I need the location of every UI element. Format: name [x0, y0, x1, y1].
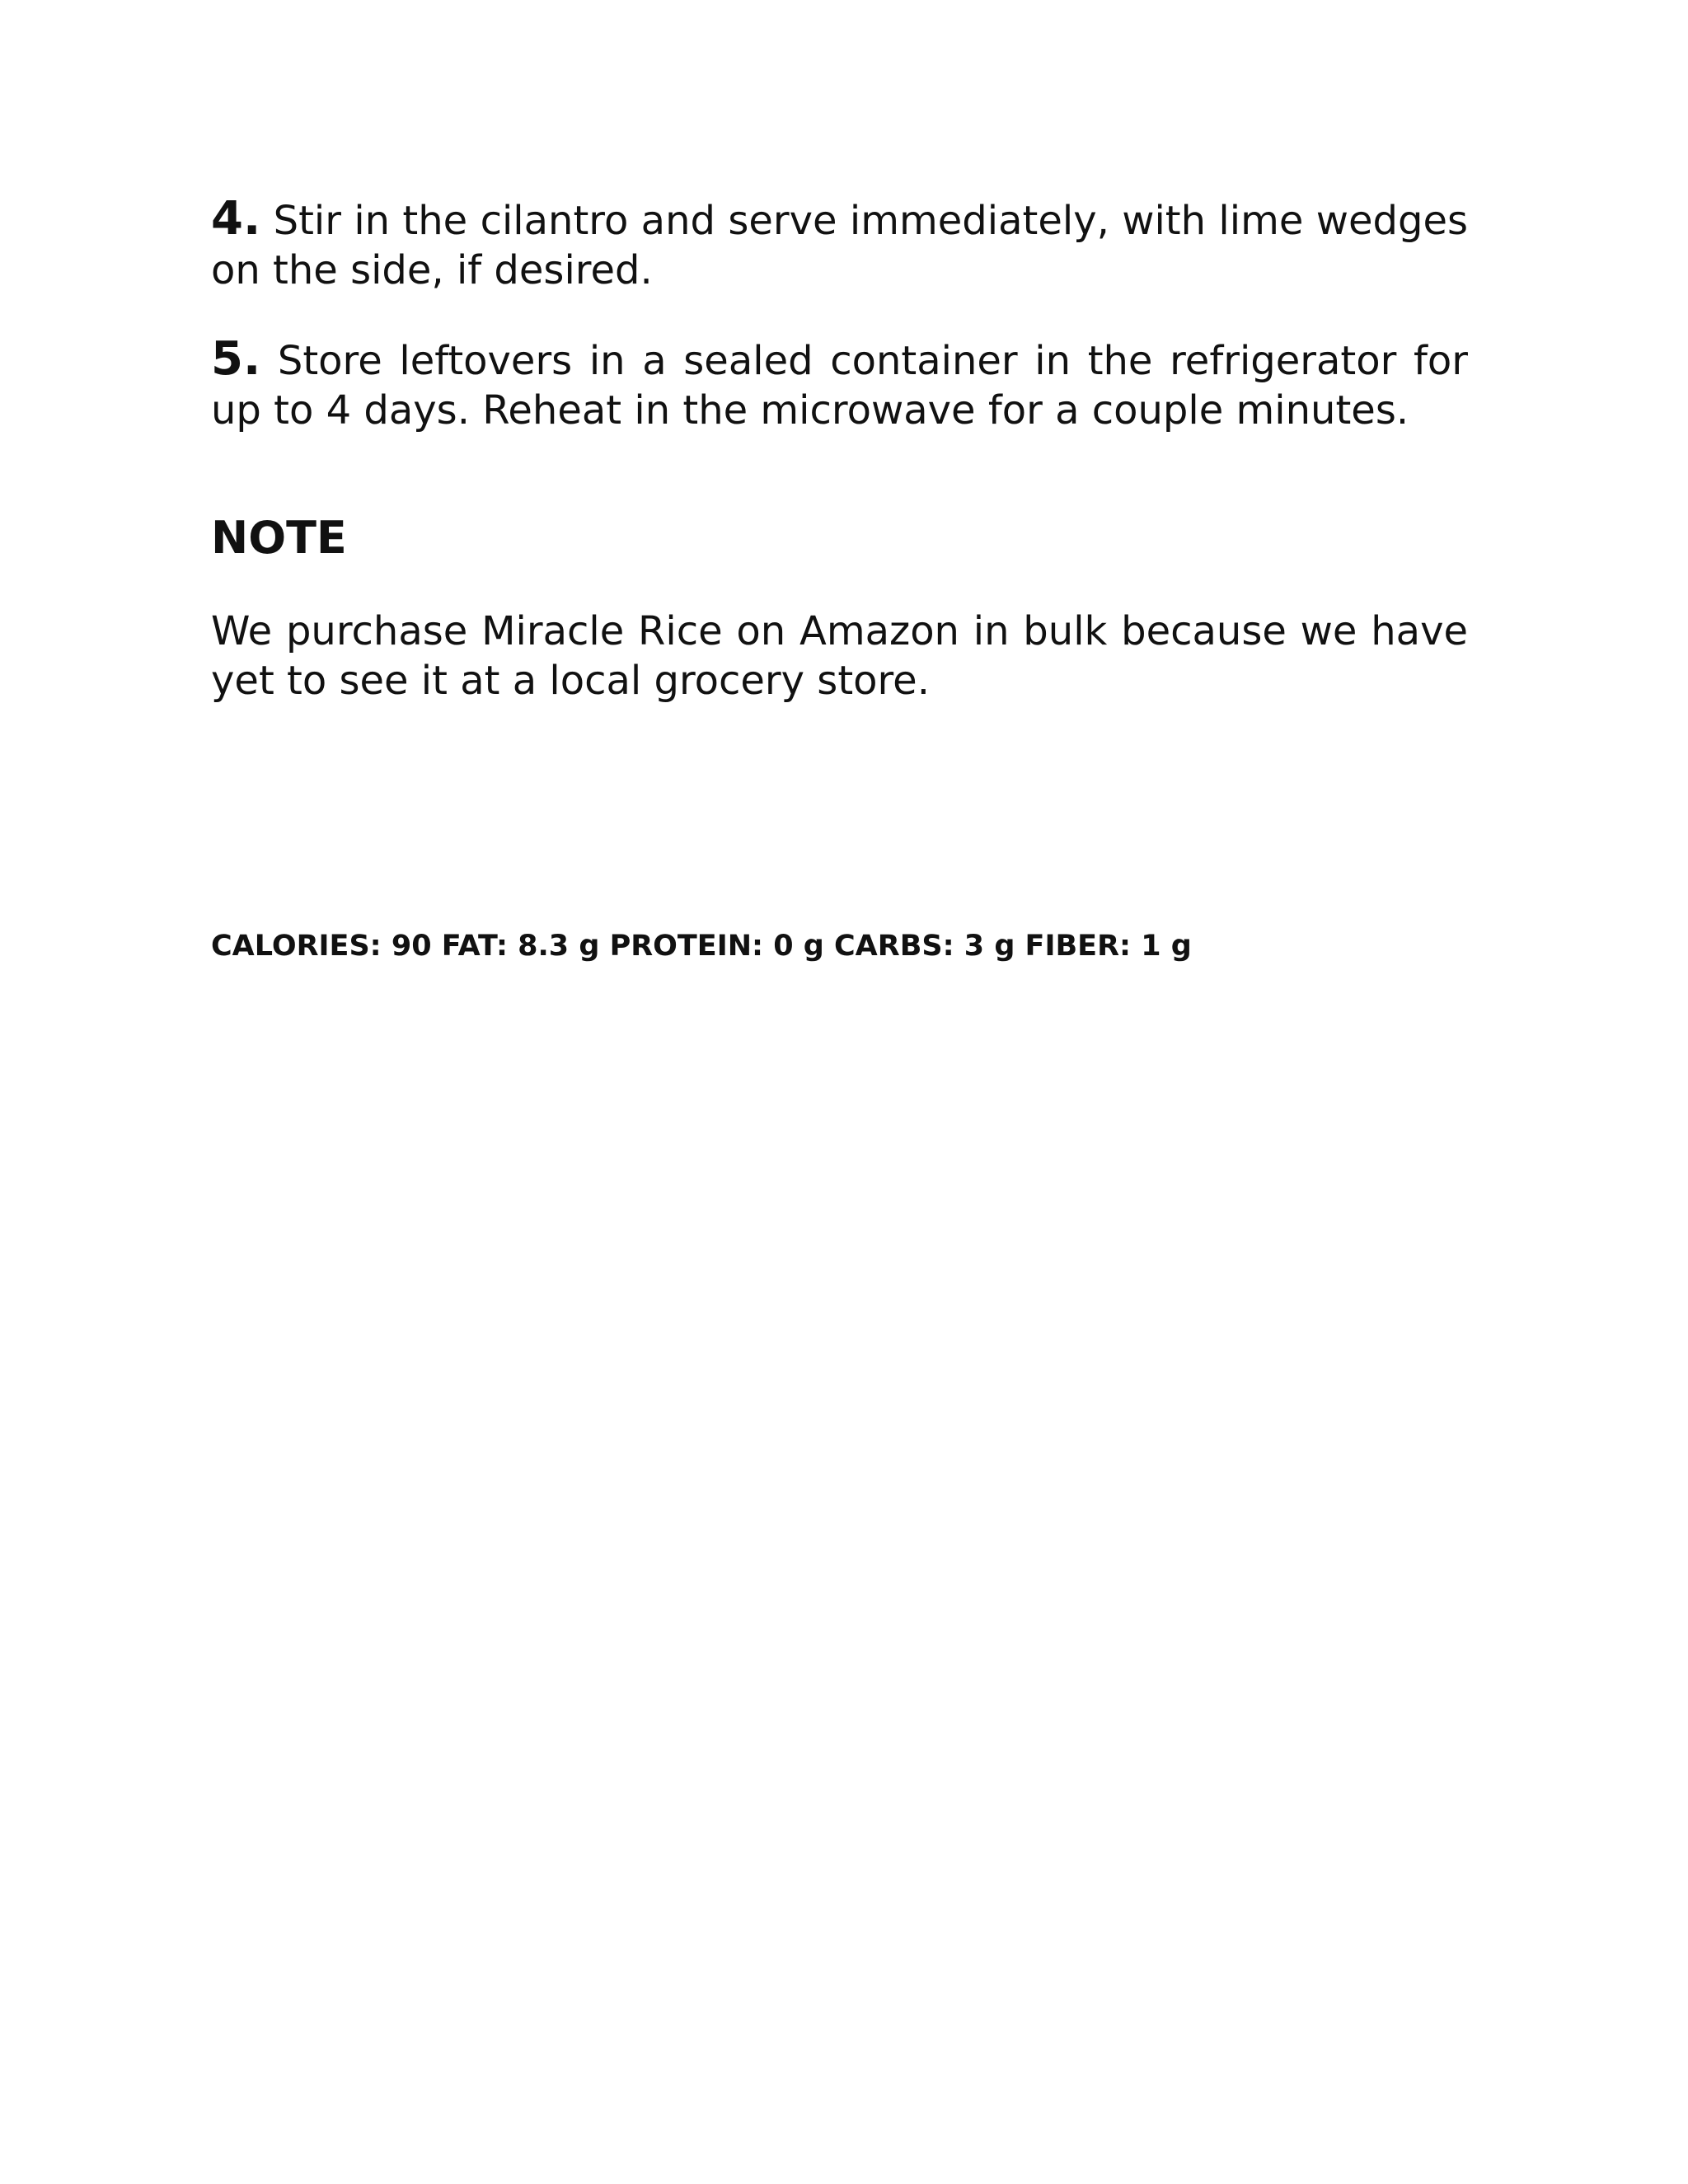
step-5 — [211, 332, 1468, 435]
step-number: 4. — [211, 192, 261, 246]
step-4 — [211, 194, 1468, 295]
step-text: Store leftovers in a sealed container in the refrigerator for up to 4 days. Reheat in the microwave for a couple minutes. — [211, 338, 1468, 434]
nutrition-facts: CALORIES: 90 FAT: 8.3 g PROTEIN: 0 g CARBS: 3 g FIBER: 1 g — [211, 930, 1192, 963]
note-body: We purchase Miracle Rice on Amazon in bulk because we have yet to see it at a local grocery store. — [211, 608, 1468, 704]
note-heading: NOTE — [211, 512, 347, 564]
step-text: Stir in the cilantro and serve immediately, with lime wedges on the side, if desired. — [211, 198, 1468, 293]
step-number: 5. — [211, 332, 261, 386]
page-content — [211, 194, 1468, 964]
